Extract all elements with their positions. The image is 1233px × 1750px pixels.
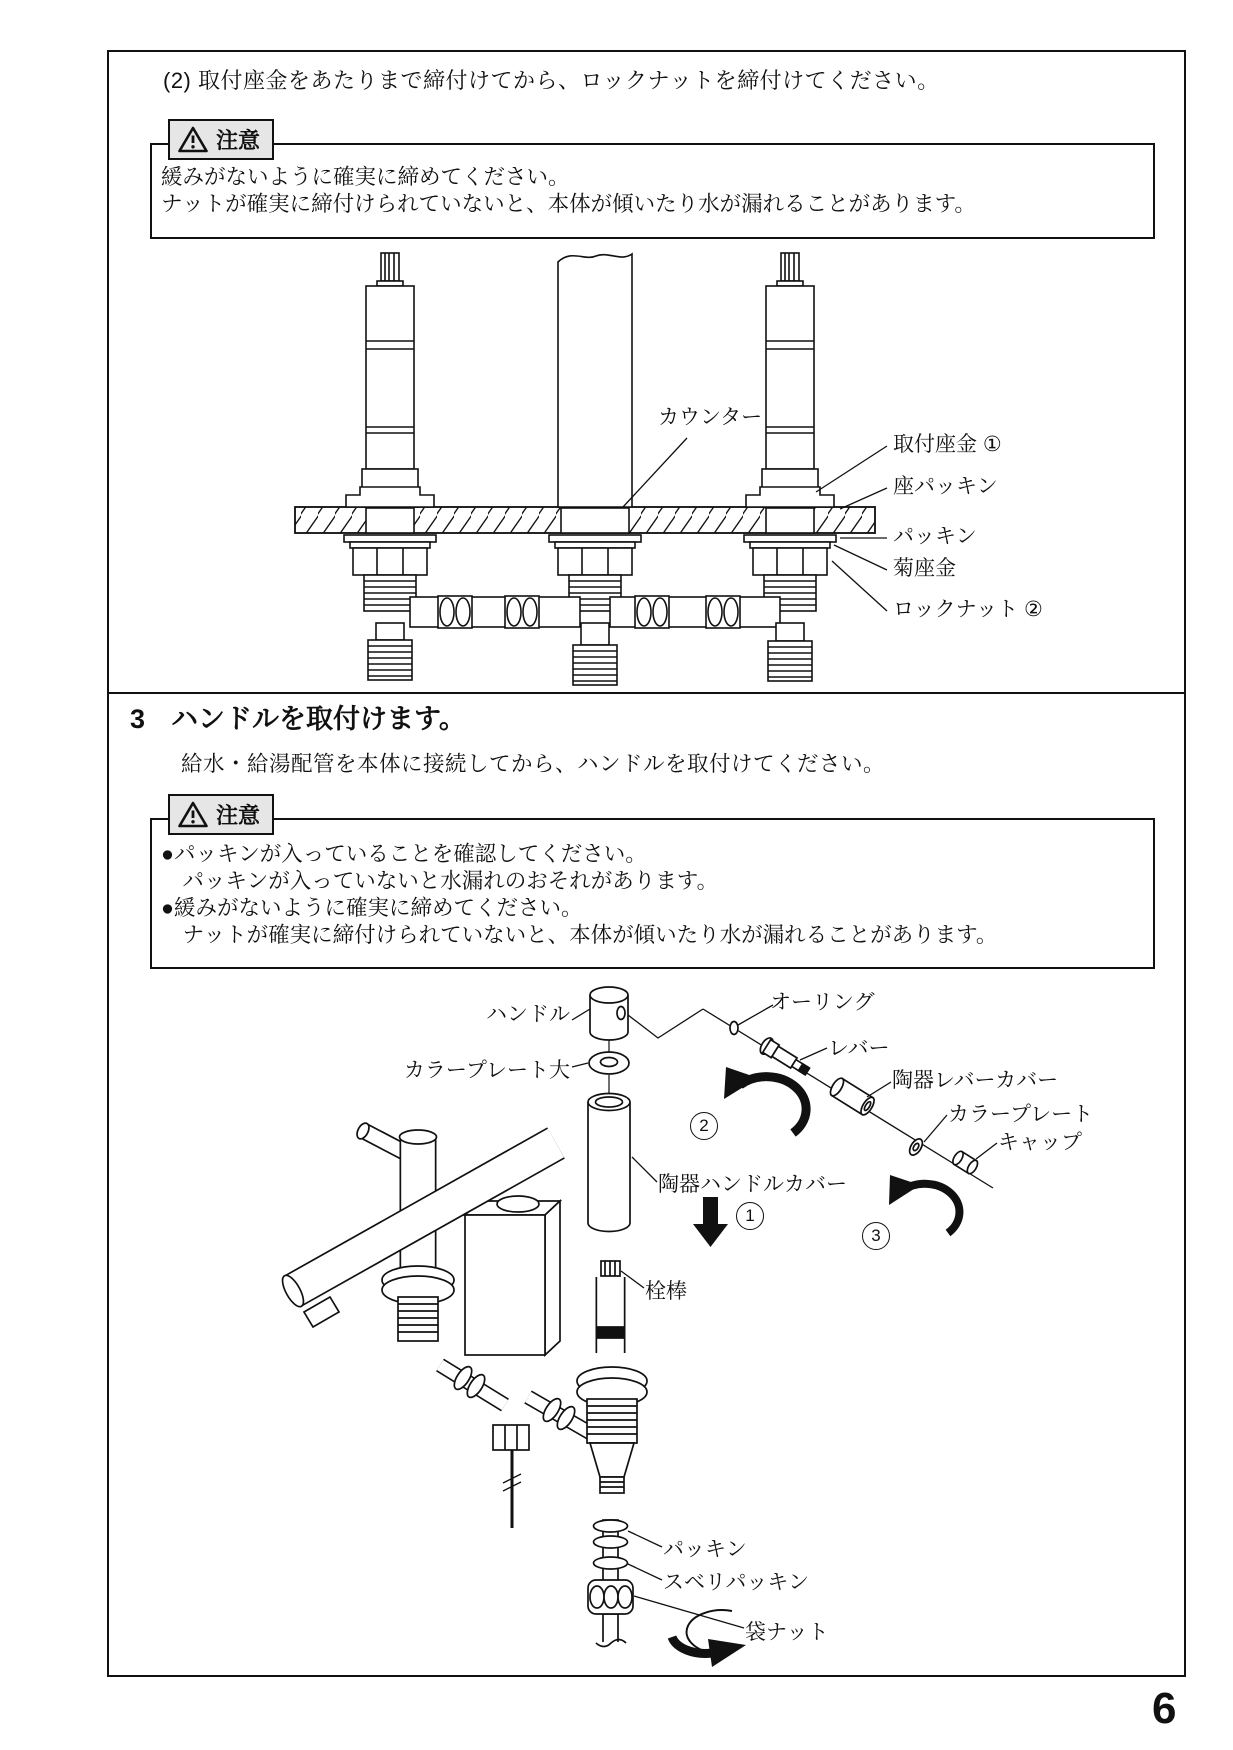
valve-stem (577, 1261, 647, 1493)
label-lever: レバー (828, 1037, 890, 1060)
label-color-plate-large: カラープレート大 (403, 1059, 570, 1082)
caution2-line1: ●パッキンが入っていることを確認してください。 (161, 842, 647, 866)
label-color-plate: カラープレート (948, 1103, 1094, 1126)
caution2-line3: ●緩みがないように確実に締めてください。 (161, 896, 583, 920)
section3-number: 3 (130, 704, 146, 734)
step-badge-1 (736, 1202, 764, 1230)
label-ceramic-handle-cover: 陶器ハンドルカバー (658, 1173, 847, 1196)
label-ceramic-lever-cover: 陶器レバーカバー (892, 1069, 1059, 1092)
color-plate-part (907, 1137, 925, 1158)
label-slide-packing: スベリパッキン (663, 1571, 810, 1594)
push-down-arrow-step1 (693, 1197, 728, 1247)
column-shank (382, 1266, 454, 1341)
label-packing-2: パッキン (663, 1538, 747, 1561)
caution2-line4: ナットが確実に締付けられていないと、本体が傾いたり水が漏れることがあります。 (161, 923, 998, 947)
lever-axis (628, 1009, 993, 1188)
tailpiece-parts (588, 1520, 633, 1647)
section3-header (130, 697, 466, 736)
label-seat-packing: 座パッキン (893, 475, 998, 498)
section3-subtitle: 給水・給湯配管を本体に接続してから、ハンドルを取付けてください。 (181, 752, 886, 776)
right-shank (744, 253, 836, 611)
color-plate-large-part (589, 1052, 629, 1074)
ceramic-lever-cover-part (828, 1076, 877, 1117)
step-badge-2 (690, 1112, 718, 1140)
rotate-arrow-bag-nut (672, 1610, 746, 1667)
caution1-line1: 緩みがないように確実に締めてください。 (161, 165, 570, 189)
caution-label-1 (168, 119, 274, 160)
label-o-ring: オーリング (770, 991, 875, 1014)
caution-label-text: 注意 (216, 803, 261, 828)
warning-triangle-icon (178, 801, 208, 828)
cap-part (951, 1150, 980, 1176)
step-badge-3 (862, 1222, 890, 1250)
label-kiku-washer: 菊座金 (893, 557, 956, 580)
handle-part (590, 987, 628, 1093)
left-shank (344, 253, 436, 611)
label-cap: キャップ (998, 1131, 1082, 1154)
caution1-line2: ナットが確実に締付けられていないと、本体が傾いたり水が漏れることがあります。 (161, 192, 976, 216)
caution-label-text: 注意 (216, 128, 261, 153)
step-badge-2-number: 2 (699, 1116, 709, 1135)
center-spout-shank (549, 254, 641, 611)
section3-title: ハンドルを取付けます。 (171, 704, 466, 734)
caution2-line2: パッキンが入っていないと水漏れのおそれがあります。 (161, 869, 719, 893)
lower-legs (368, 623, 812, 685)
ceramic-handle-cover-part (588, 1094, 630, 1232)
faucet-body-block (465, 1196, 560, 1355)
label-lock-nut: ロックナット ② (893, 598, 1043, 621)
step-badge-1-number: 1 (745, 1206, 755, 1225)
label-packing-1: パッキン (893, 525, 977, 548)
page-number: 6 (1152, 1684, 1178, 1733)
warning-triangle-icon (178, 126, 208, 153)
label-mount-washer: 取付座金 ① (893, 433, 1002, 456)
o-ring-part (730, 1022, 738, 1035)
caution-label-2 (168, 794, 274, 835)
label-bag-nut: 袋ナット (745, 1621, 829, 1644)
step-badge-3-number: 3 (871, 1226, 881, 1245)
diagram2-leader-lines (572, 1005, 997, 1628)
rotate-arrow-step2 (724, 1067, 806, 1133)
step2-instruction: (2) 取付座金をあたりまで締付けてから、ロックナットを締付けてください。 (163, 68, 940, 93)
rotate-arrow-step3 (889, 1175, 959, 1233)
connection-pipes (440, 1364, 594, 1528)
label-counter: カウンター (658, 406, 763, 429)
label-handle: ハンドル (486, 1003, 570, 1026)
label-stem: 栓棒 (645, 1280, 687, 1303)
